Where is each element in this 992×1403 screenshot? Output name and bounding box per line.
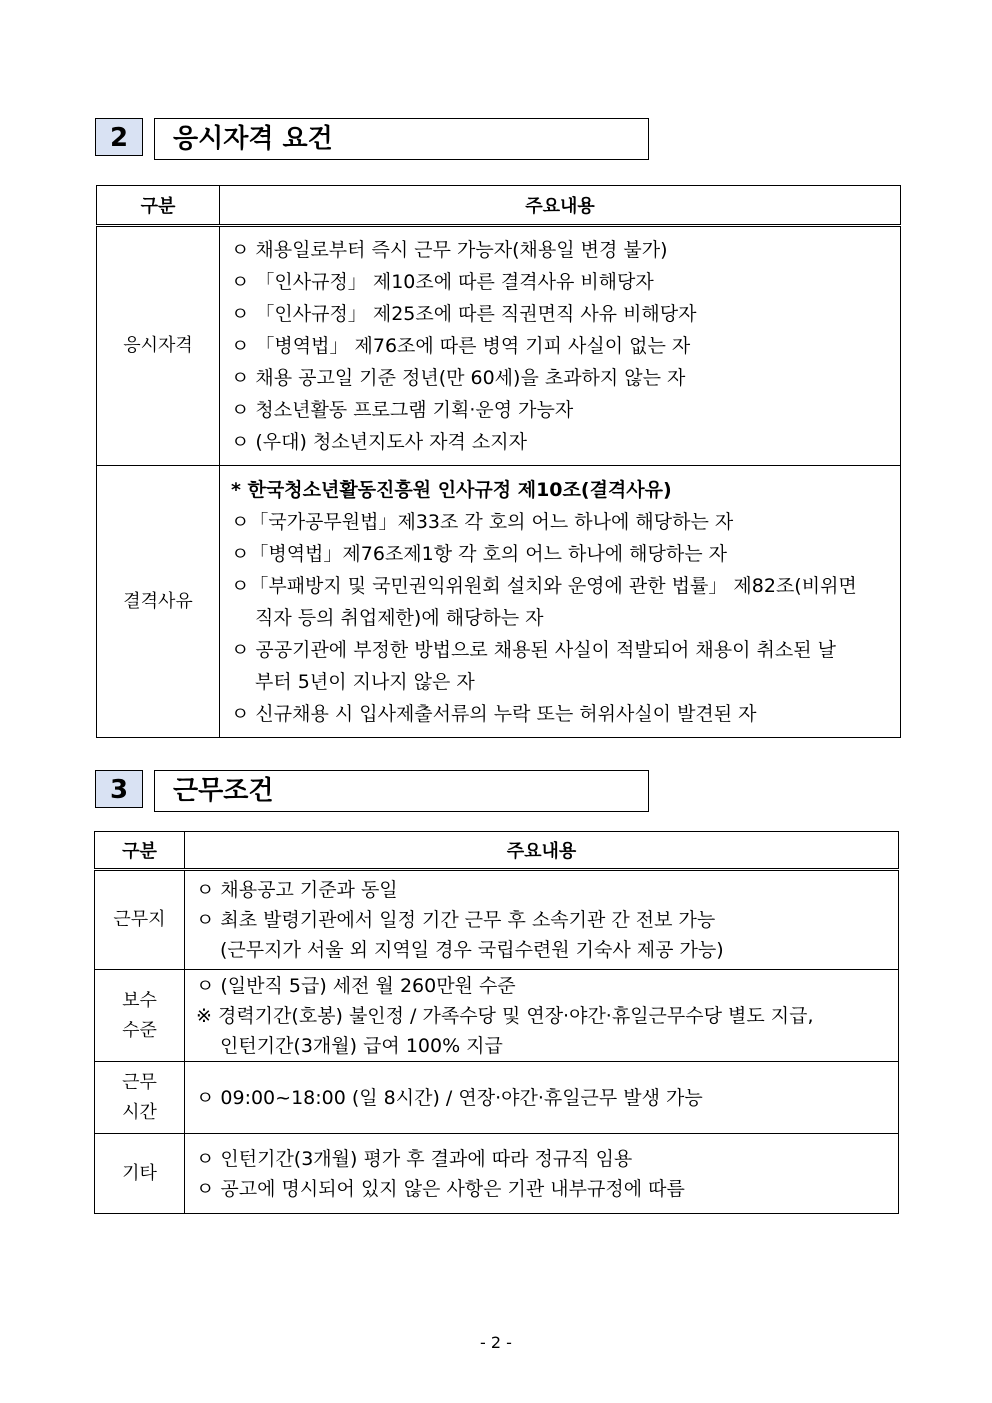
content-line: ㅇ「병역법」제76조제1항 각 호의 어느 하나에 해당하는 자 <box>231 542 727 565</box>
content-line: (근무지가 서울 외 지역일 경우 국립수련원 기숙사 제공 가능) <box>220 939 724 961</box>
category-line: 보수 <box>122 989 157 1011</box>
content-line: ㅇ 채용 공고일 기준 정년(만 60세)을 초과하지 않는 자 <box>231 367 686 389</box>
table-row <box>95 970 899 1062</box>
section-number: 3 <box>95 770 143 808</box>
content-line: ㅇ「국가공무원법」제33조 각 호의 어느 하나에 해당하는 자 <box>231 510 734 533</box>
row-content <box>185 1062 899 1134</box>
header-content: 주요내용 <box>185 832 899 870</box>
header-content: 주요내용 <box>220 186 901 226</box>
row-content <box>185 870 899 970</box>
row-content <box>185 1134 899 1214</box>
content-line: ㅇ 채용일로부터 즉시 근무 가능자(채용일 변경 불가) <box>231 239 668 261</box>
content-line: ㅇ 신규채용 시 입사제출서류의 누락 또는 허위사실이 발견된 자 <box>231 702 757 725</box>
working-conditions-table <box>94 831 899 1214</box>
content-line: ㅇ 「인사규정」 제25조에 따른 직권면직 사유 비해당자 <box>231 303 697 325</box>
content-line: ㅇ 「인사규정」 제10조에 따른 결격사유 비해당자 <box>231 271 654 293</box>
table-header-row <box>97 186 901 226</box>
row-category <box>95 970 185 1062</box>
content-line: ㅇ 최초 발령기관에서 일정 기간 근무 후 소속기관 간 전보 가능 <box>196 909 716 931</box>
header-category: 구분 <box>97 186 220 226</box>
row-category: 응시자격 <box>97 226 220 466</box>
content-line: ※ 경력기간(호봉) 불인정 / 가족수당 및 연장·야간·휴일근무수당 별도 지급, <box>196 1004 814 1027</box>
content-line: ㅇ (일반직 5급) 세전 월 260만원 수준 <box>196 974 516 997</box>
section-title: 응시자격 요건 <box>154 118 649 160</box>
content-line: ㅇ 청소년활동 프로그램 기획·운영 가능자 <box>231 399 574 421</box>
content-line: 직자 등의 취업제한)에 해당하는 자 <box>255 606 544 629</box>
row-content <box>220 226 901 466</box>
content-line: ㅇ (우대) 청소년지도사 자격 소지자 <box>231 431 527 453</box>
table-row <box>95 1134 899 1214</box>
category-line: 근무지 <box>113 909 166 930</box>
table-row <box>95 1062 899 1134</box>
row-content <box>185 970 899 1062</box>
section-title: 근무조건 <box>154 770 649 812</box>
row-content <box>220 466 901 738</box>
content-note: * 한국청소년활동진흥원 인사규정 제10조(결격사유) <box>231 478 672 501</box>
section-number: 2 <box>95 118 143 156</box>
category-line: 근무 <box>122 1071 157 1093</box>
eligibility-table <box>96 185 901 738</box>
table-header-row <box>95 832 899 870</box>
content-line: ㅇ 채용공고 기준과 동일 <box>196 879 398 901</box>
content-line: 인턴기간(3개월) 급여 100% 지급 <box>220 1034 503 1057</box>
content-line: ㅇ 「병역법」 제76조에 따른 병역 기피 사실이 없는 자 <box>231 335 691 357</box>
page-number: - 2 - <box>480 1333 512 1352</box>
row-category <box>95 1134 185 1214</box>
category-line: 수준 <box>122 1019 157 1041</box>
content-line: ㅇ「부패방지 및 국민권익위원회 설치와 운영에 관한 법률」 제82조(비위면 <box>231 574 857 597</box>
table-row <box>95 870 899 970</box>
content-line: 부터 5년이 지나지 않은 자 <box>255 670 475 693</box>
table-row <box>97 466 901 738</box>
category-line: 기타 <box>122 1162 157 1184</box>
row-category <box>95 1062 185 1134</box>
table-row <box>97 226 901 466</box>
row-category: 결격사유 <box>97 466 220 738</box>
header-category: 구분 <box>95 832 185 870</box>
category-line: 시간 <box>122 1101 157 1123</box>
row-category <box>95 870 185 970</box>
content-line: ㅇ 09:00~18:00 (일 8시간) / 연장·야간·휴일근무 발생 가능 <box>196 1086 703 1109</box>
content-line: ㅇ 공공기관에 부정한 방법으로 채용된 사실이 적발되어 채용이 취소된 날 <box>231 638 836 661</box>
content-line: ㅇ 인턴기간(3개월) 평가 후 결과에 따라 정규직 임용 <box>196 1147 633 1170</box>
content-line: ㅇ 공고에 명시되어 있지 않은 사항은 기관 내부규정에 따름 <box>196 1177 685 1200</box>
